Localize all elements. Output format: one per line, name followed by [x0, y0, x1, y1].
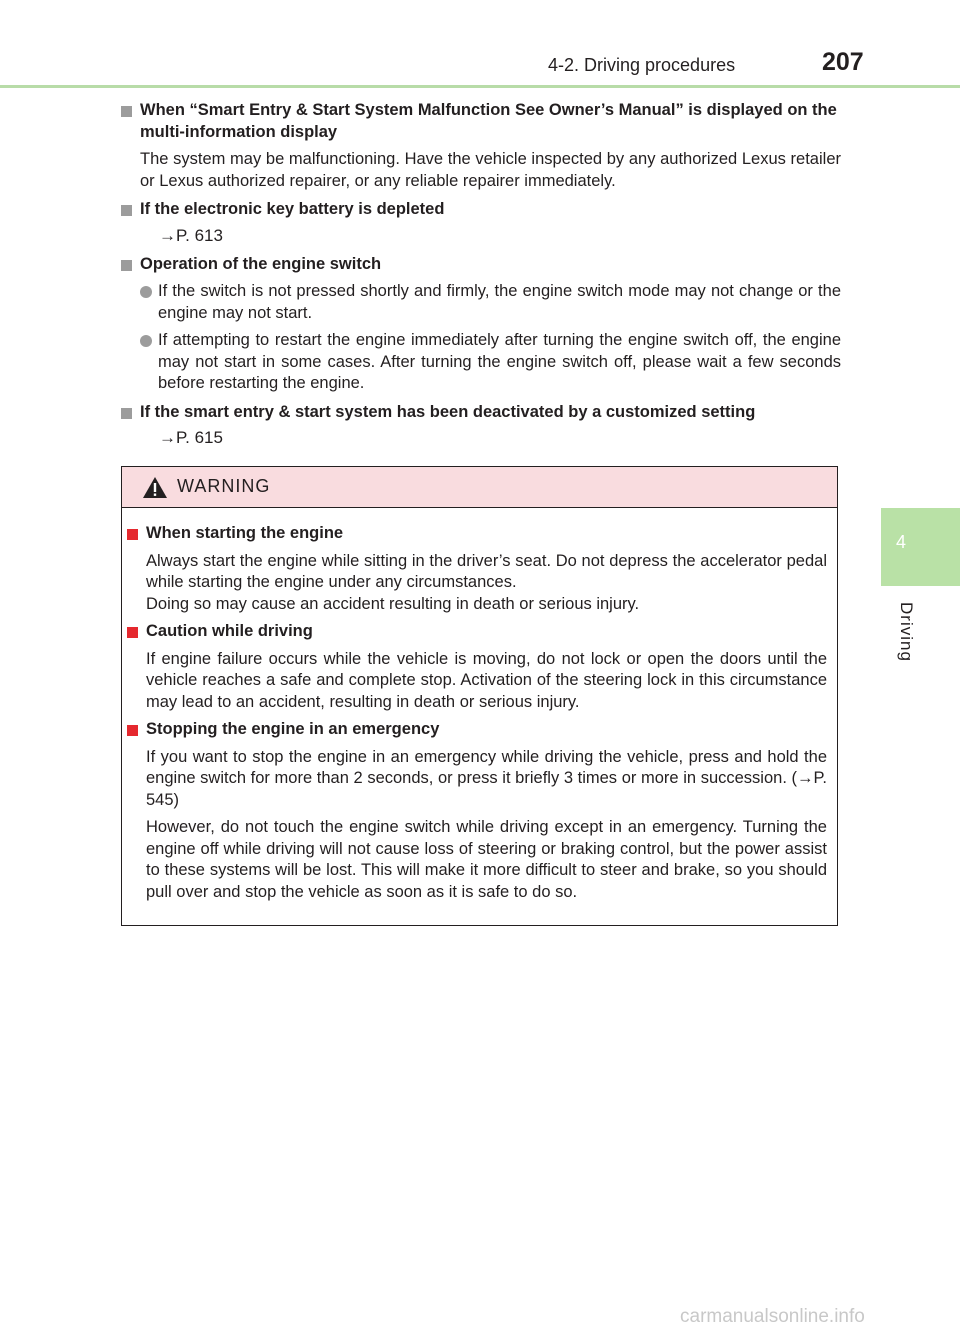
chapter-label: Driving [897, 602, 916, 662]
warning-item-heading: Stopping the engine in an emergency [127, 719, 827, 741]
section-heading: When “Smart Entry & Start System Malfunction See Owner’s Manual” is displayed on the multi-information display [121, 100, 841, 143]
warning-header [122, 467, 837, 508]
warning-item-text: If engine failure occurs while the vehicle is moving, do not lock or open the doors until the vehicle reaches a safe and complete stop. Activation of the steering lock in this circumstance may lead to an accident, resulting in death or serious injury. [146, 649, 827, 711]
warning-box [121, 466, 838, 926]
warning-triangle-icon [142, 476, 168, 499]
chapter-number: 4 [895, 532, 906, 552]
page-reference-link[interactable]: →P. 613 [159, 225, 223, 245]
warning-item-text: Always start the engine while sitting in the driver’s seat. Do not depress the accelerator pedal while starting the engine under any circumstances. Doing so may cause an accident resulting in death or serious injury. [146, 551, 827, 613]
warning-item-text: If you want to stop the engine in an emergency while driving the vehicle, press and hold the engine switch for more than 2 seconds, or press it briefly 3 times or more in succession. (→P. 545) [146, 747, 827, 809]
main-content [121, 100, 841, 449]
warning-item-heading: When starting the engine [127, 523, 827, 545]
red-square-bullet-icon [127, 529, 138, 540]
warning-title: WARNING [177, 476, 271, 496]
warning-body [127, 523, 827, 903]
section-heading: Operation of the engine switch [121, 254, 841, 276]
red-square-bullet-icon [127, 725, 138, 736]
warning-item-text: However, do not touch the engine switch while driving except in an emergency. Turning the engine off while driving will not cause loss of steering or braking control, but the power assist to these systems will be lost. This will make it more difficult to steer and brake, so you should pull over and stop the vehicle as soon as it is safe to do so. [146, 818, 827, 901]
section-heading: If the electronic key battery is depleted [121, 199, 841, 221]
square-bullet-icon [121, 205, 132, 216]
bullet-item: If the switch is not pressed shortly and firmly, the engine switch mode may not change or the engine may not start. [121, 281, 841, 324]
header-section-title: 4-2. Driving procedures [548, 55, 736, 75]
circle-bullet-icon [140, 286, 152, 298]
section-text: The system may be malfunctioning. Have the vehicle inspected by any authorized Lexus retailer or Lexus authorized repairer, or any reliable repairer immediately. [140, 150, 841, 190]
page-reference-link[interactable]: →P. 615 [159, 428, 223, 447]
header-rule [0, 85, 960, 88]
watermark: carmanualsonline.info [680, 1306, 865, 1327]
square-bullet-icon [121, 106, 132, 117]
square-bullet-icon [121, 260, 132, 271]
bullet-item: If attempting to restart the engine immediately after turning the engine switch off, the engine may not start in some cases. After turning the engine switch off, please wait a few seconds before restarting the engine. [121, 330, 841, 395]
square-bullet-icon [121, 408, 132, 419]
circle-bullet-icon [140, 335, 152, 347]
red-square-bullet-icon [127, 627, 138, 638]
section-heading: If the smart entry & start system has been deactivated by a customized setting [121, 402, 841, 424]
chapter-tab [881, 508, 960, 586]
warning-item-heading: Caution while driving [127, 621, 827, 643]
page-number: 207 [822, 48, 864, 76]
page-header [0, 0, 960, 90]
